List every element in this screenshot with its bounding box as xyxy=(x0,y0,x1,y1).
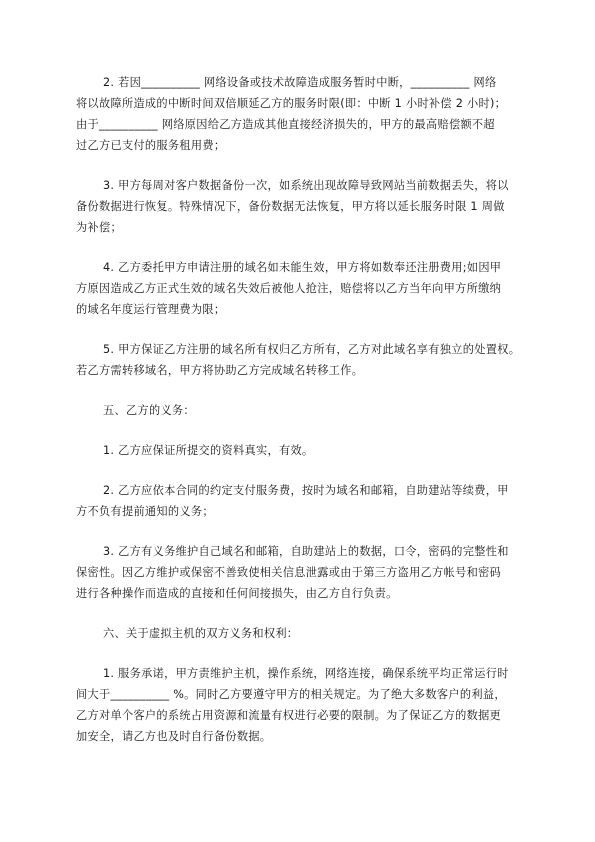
text-line: 乙方对单个客户的系统占用资源和流量有权进行必要的限制。为了保证乙方的数据更 xyxy=(76,709,502,722)
text-line: 2. 乙方应依本合同的约定支付服务费，按时为域名和邮箱，自助建站等续费，甲 xyxy=(103,484,509,497)
text-line: 进行各种操作而造成的直接和任何间接损失，由乙方自行负责。 xyxy=(76,587,398,600)
text-line: 4. 乙方委托甲方申请注册的域名如未能生效，甲方将如数奉还注册费用;如因甲 xyxy=(103,261,502,274)
clause-obligation-1: 1. 乙方应保证所提交的资料真实，有效。 xyxy=(103,444,314,457)
text-line: 方不负有提前通知的义务； xyxy=(76,505,214,518)
text-line: 3. 乙方有义务维护自己域名和邮箱，自助建站上的数据，口令，密码的完整性和 xyxy=(103,545,509,558)
section-heading: 六、关于虚拟主机的双方义务和权利： xyxy=(103,627,299,640)
text-line: 间大于__________ %。同时乙方要遵守甲方的相关规定。为了绝大多数客户的利益， xyxy=(76,688,506,701)
text-line: 2. 若因__________ 网络设备或技术故障造成服务暂时中断，__________ 网络 xyxy=(103,76,497,89)
text-line: 的域名年度运行管理费为限； xyxy=(76,303,226,316)
text-line: 若乙方需转移域名，甲方将协助乙方完成域名转移工作。 xyxy=(76,364,364,377)
text-line: 过乙方已支付的服务租用费； xyxy=(76,139,226,152)
text-line: 5. 甲方保证乙方注册的域名所有权归乙方所有，乙方对此域名享有独立的处置权。 xyxy=(103,343,521,356)
section-heading: 五、乙方的义务： xyxy=(103,404,195,417)
text-line: 1. 服务承诺，甲方责维护主机，操作系统，网络连接，确保系统平均正常运行时 xyxy=(103,667,509,680)
text-line: 将以故障所造成的中断时间双倍顺延乙方的服务时限(即：中断 1 小时补偿 2 小时)； xyxy=(76,97,507,110)
text-line: 保密性。因乙方维护或保密不善致使相关信息泄露或由于第三方盗用乙方帐号和密码 xyxy=(76,566,502,579)
text-line: 加安全，请乙方也及时自行备份数据。 xyxy=(76,730,272,743)
text-line: 方原因造成乙方正式生效的域名失效后被他人抢注，赔偿将以乙方当年向甲方所缴纳 xyxy=(76,282,502,295)
text-line: 备份数据进行恢复。特殊情况下，备份数据无法恢复，甲方将以延长服务时限 1 周做 xyxy=(76,200,505,213)
text-line: 为补偿； xyxy=(76,221,122,234)
text-line: 3. 甲方每周对客户数据备份一次，如系统出现故障导致网站当前数据丢失，将以 xyxy=(103,179,509,192)
text-line: 由于__________ 网络原因给乙方造成其他直接经济损失的，甲方的最高赔偿额不超 xyxy=(76,118,495,131)
